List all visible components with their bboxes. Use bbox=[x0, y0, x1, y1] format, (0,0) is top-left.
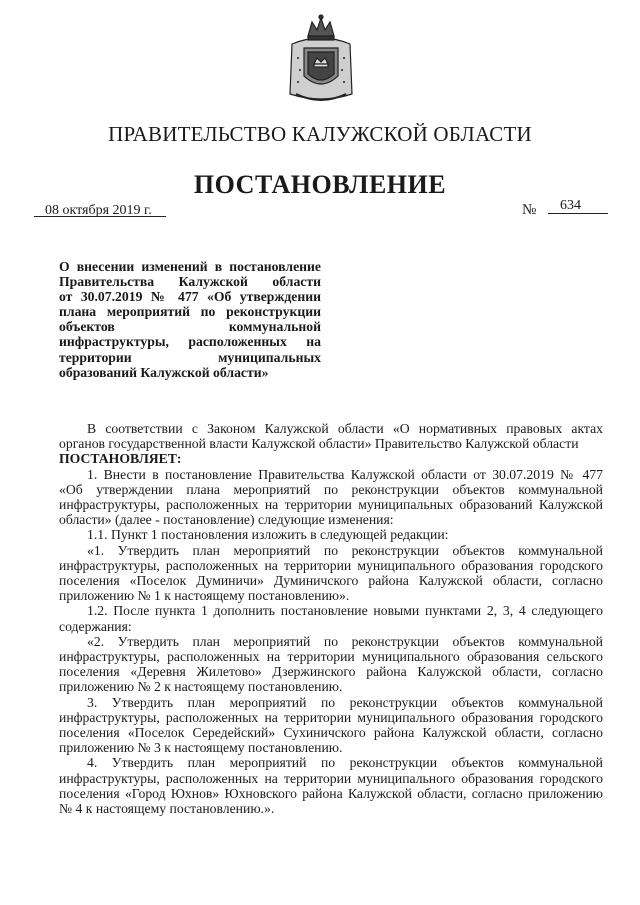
text-line: 4. Утвердить план мероприятий по реконструкции объектов коммунальной bbox=[87, 755, 603, 771]
quote-2-paragraph bbox=[59, 634, 603, 695]
text-line: поселения «Поселок Думиничи» Думиничского района Калужской области, согласно bbox=[59, 573, 603, 589]
preamble-paragraph bbox=[59, 421, 603, 467]
text-line: содержания: bbox=[59, 618, 132, 634]
quote-4-paragraph bbox=[59, 755, 603, 816]
item-1-paragraph bbox=[59, 467, 603, 528]
text-line: «Об утверждении плана мероприятий по реконструкции объектов коммунальной bbox=[59, 481, 603, 497]
text-line: инфраструктуры, расположенных на территории муниципального образования городского bbox=[59, 709, 603, 725]
text-line: инфраструктуры, расположенных на территории муниципального образования городского bbox=[59, 557, 603, 573]
quote-1-paragraph bbox=[59, 543, 603, 604]
text-line: 1.2. После пункта 1 дополнить постановление новыми пунктами 2, 3, 4 следующего bbox=[87, 603, 603, 619]
text-line: 3. Утвердить план мероприятий по реконструкции объектов коммунальной bbox=[87, 694, 603, 710]
text-line: инфраструктуры, расположенных на территории муниципального образования городского bbox=[59, 770, 603, 786]
decree-date: 08 октября 2019 г. bbox=[45, 203, 152, 218]
subject-line: объектов коммунальной bbox=[59, 319, 321, 335]
text-line: поселения «Поселок Середейский» Сухиничского района Калужской области, согласно bbox=[59, 725, 603, 741]
text-line: В соответствии с Законом Калужской области «О нормативных правовых актах bbox=[87, 421, 603, 436]
subject-line: территории муниципальных bbox=[59, 349, 321, 365]
document-type-title: ПОСТАНОВЛЕНИЕ bbox=[193, 170, 447, 199]
text-line: органов государственной власти Калужской области» Правительство Калужской области bbox=[59, 436, 579, 452]
text-line: «1. Утвердить план мероприятий по реконструкции объектов коммунальной bbox=[87, 542, 603, 558]
text-line: приложению № 1 к настоящему постановлению». bbox=[59, 588, 350, 604]
text-line: приложению № 3 к настоящему постановлению. bbox=[59, 740, 343, 756]
subject-line: от 30.07.2019 № 477 «Об утверждении bbox=[59, 289, 321, 305]
subject-line: плана мероприятий по реконструкции bbox=[59, 304, 321, 320]
decree-number: 634 bbox=[560, 198, 581, 213]
text-line: инфраструктуры, расположенных на территории муниципальных образований Калужской bbox=[59, 497, 603, 513]
text-line: инфраструктуры, расположенных на территории муниципального образования сельского bbox=[59, 649, 603, 665]
subject-line: О внесении изменений в постановление bbox=[59, 259, 321, 274]
number-underline bbox=[548, 213, 608, 214]
subject-line: Правительства Калужской области bbox=[59, 274, 321, 290]
decree-subject bbox=[59, 259, 321, 380]
text-line: «2. Утвердить план мероприятий по реконструкции объектов коммунальной bbox=[87, 633, 603, 649]
subject-line: инфраструктуры, расположенных на bbox=[59, 334, 321, 350]
subject-line: образований Калужской области» bbox=[59, 364, 269, 380]
text-line: 1. Внести в постановление Правительства Калужской области от 30.07.2019 № 477 bbox=[87, 466, 603, 482]
item-1-2-paragraph bbox=[59, 603, 603, 633]
text-line: поселения «Город Юхнов» Юхновского района Калужской области, согласно приложению bbox=[59, 785, 603, 801]
government-title: ПРАВИТЕЛЬСТВО КАЛУЖСКОЙ ОБЛАСТИ bbox=[108, 122, 532, 146]
text-line: 1.1. Пункт 1 постановления изложить в следующей редакции: bbox=[87, 527, 449, 543]
text-line: области» (далее - постановление) следующие изменения: bbox=[59, 512, 394, 528]
quote-3-paragraph bbox=[59, 695, 603, 756]
item-1-1-paragraph bbox=[59, 527, 603, 542]
text-line: приложению № 2 к настоящему постановлению. bbox=[59, 679, 343, 695]
text-line: № 4 к настоящему постановлению.». bbox=[59, 801, 275, 817]
resolves-heading: ПОСТАНОВЛЯЕТ: bbox=[59, 451, 182, 467]
kaluga-coat-of-arms-icon bbox=[286, 14, 356, 106]
decree-body bbox=[59, 421, 603, 816]
number-sign: № bbox=[522, 202, 537, 218]
date-underline bbox=[34, 216, 166, 217]
text-line: поселения «Деревня Жилетово» Дзержинского района Калужской области, согласно bbox=[59, 664, 603, 680]
